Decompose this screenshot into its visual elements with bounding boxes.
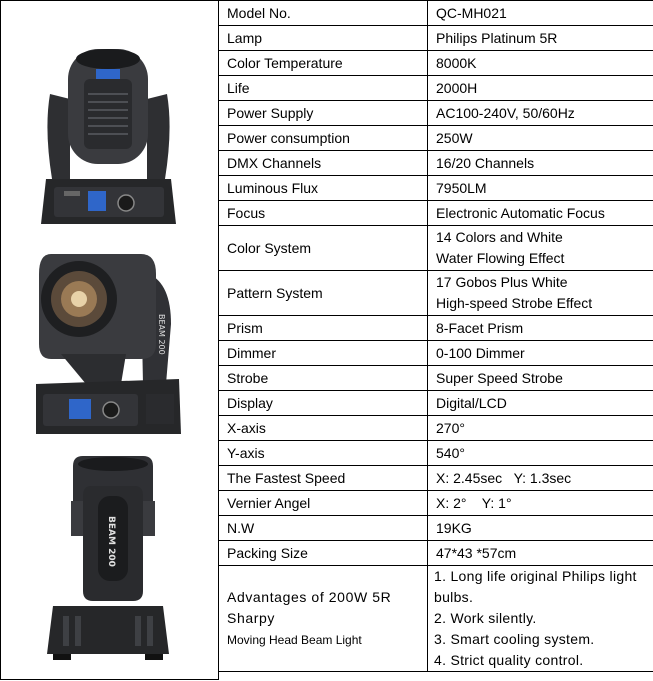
spec-value: 0-100 Dimmer xyxy=(428,341,653,366)
spec-label: Power consumption xyxy=(219,126,428,151)
spec-value: QC-MH021 xyxy=(428,1,653,26)
spec-label: Focus xyxy=(219,201,428,226)
table-row xyxy=(219,26,653,51)
table-row xyxy=(219,491,653,516)
spec-value: Electronic Automatic Focus xyxy=(428,201,653,226)
table-row xyxy=(219,126,653,151)
spec-value: 7950LM xyxy=(428,176,653,201)
spec-label: Model No. xyxy=(219,1,428,26)
moving-head-front-image xyxy=(36,39,181,229)
advantages-label-line2: Moving Head Beam Light xyxy=(227,632,362,647)
table-row xyxy=(219,416,653,441)
spec-value: AC100-240V, 50/60Hz xyxy=(428,101,653,126)
table-row xyxy=(219,341,653,366)
table-row xyxy=(219,201,653,226)
spec-value: 270° xyxy=(428,416,653,441)
spec-table xyxy=(218,0,653,672)
advantage-item: 1. Long life original Philips light bulbs. xyxy=(434,568,637,605)
spec-value: 540° xyxy=(428,441,653,466)
spec-value-line: Water Flowing Effect xyxy=(436,250,565,266)
table-row xyxy=(219,176,653,201)
beam-200-side-label: BEAM 200 xyxy=(106,516,116,567)
spec-value: 16/20 Channels xyxy=(428,151,653,176)
spec-value: Philips Platinum 5R xyxy=(428,26,653,51)
spec-value: 47*43 *57cm xyxy=(428,541,653,566)
spec-value xyxy=(428,226,653,271)
spec-label: N.W xyxy=(219,516,428,541)
product-image-column xyxy=(0,0,219,680)
spec-label: Pattern System xyxy=(219,271,428,316)
spec-label: Y-axis xyxy=(219,441,428,466)
advantage-item: 3. Smart cooling system. xyxy=(434,631,595,647)
table-row xyxy=(219,516,653,541)
spec-value: Digital/LCD xyxy=(428,391,653,416)
spec-label: Color System xyxy=(219,226,428,271)
spec-value: Super Speed Strobe xyxy=(428,366,653,391)
table-row xyxy=(219,366,653,391)
table-row xyxy=(219,391,653,416)
spec-label: Life xyxy=(219,76,428,101)
spec-value: 8000K xyxy=(428,51,653,76)
table-row xyxy=(219,1,653,26)
spec-label: Luminous Flux xyxy=(219,176,428,201)
spec-value: X: 2° Y: 1° xyxy=(428,491,653,516)
spec-label: Display xyxy=(219,391,428,416)
beam-200-head-label: BEAM 200 xyxy=(157,314,166,355)
table-row xyxy=(219,51,653,76)
spec-label: Lamp xyxy=(219,26,428,51)
table-row xyxy=(219,226,653,271)
spec-label: Power Supply xyxy=(219,101,428,126)
moving-head-side-image xyxy=(43,456,173,661)
table-row xyxy=(219,441,653,466)
spec-label: Dimmer xyxy=(219,341,428,366)
spec-label: Strobe xyxy=(219,366,428,391)
spec-label: Vernier Angel xyxy=(219,491,428,516)
table-row xyxy=(219,271,653,316)
spec-value: 19KG xyxy=(428,516,653,541)
advantages-label-line1: Advantages of 200W 5R Sharpy xyxy=(227,588,392,626)
advantage-item: 4. Strict quality control. xyxy=(434,652,584,668)
table-row xyxy=(219,541,653,566)
spec-label: The Fastest Speed xyxy=(219,466,428,491)
advantage-item: 2. Work silently. xyxy=(434,610,537,626)
spec-value-line: 17 Gobos Plus White xyxy=(436,274,568,290)
spec-label: Color Temperature xyxy=(219,51,428,76)
table-row xyxy=(219,76,653,101)
spec-value: 8-Facet Prism xyxy=(428,316,653,341)
spec-value-line: 14 Colors and White xyxy=(436,229,563,245)
moving-head-angled-image xyxy=(31,244,186,439)
table-row xyxy=(219,316,653,341)
spec-value: 2000H xyxy=(428,76,653,101)
table-row xyxy=(219,466,653,491)
spec-label: X-axis xyxy=(219,416,428,441)
advantages-label xyxy=(219,566,428,672)
advantages-row xyxy=(219,566,653,672)
spec-value xyxy=(428,271,653,316)
spec-label: Prism xyxy=(219,316,428,341)
spec-value-line: High-speed Strobe Effect xyxy=(436,295,593,311)
spec-label: Packing Size xyxy=(219,541,428,566)
spec-value: X: 2.45sec Y: 1.3sec xyxy=(428,466,653,491)
table-row xyxy=(219,101,653,126)
advantages-list xyxy=(428,566,653,672)
table-row xyxy=(219,151,653,176)
spec-value: 250W xyxy=(428,126,653,151)
spec-label: DMX Channels xyxy=(219,151,428,176)
